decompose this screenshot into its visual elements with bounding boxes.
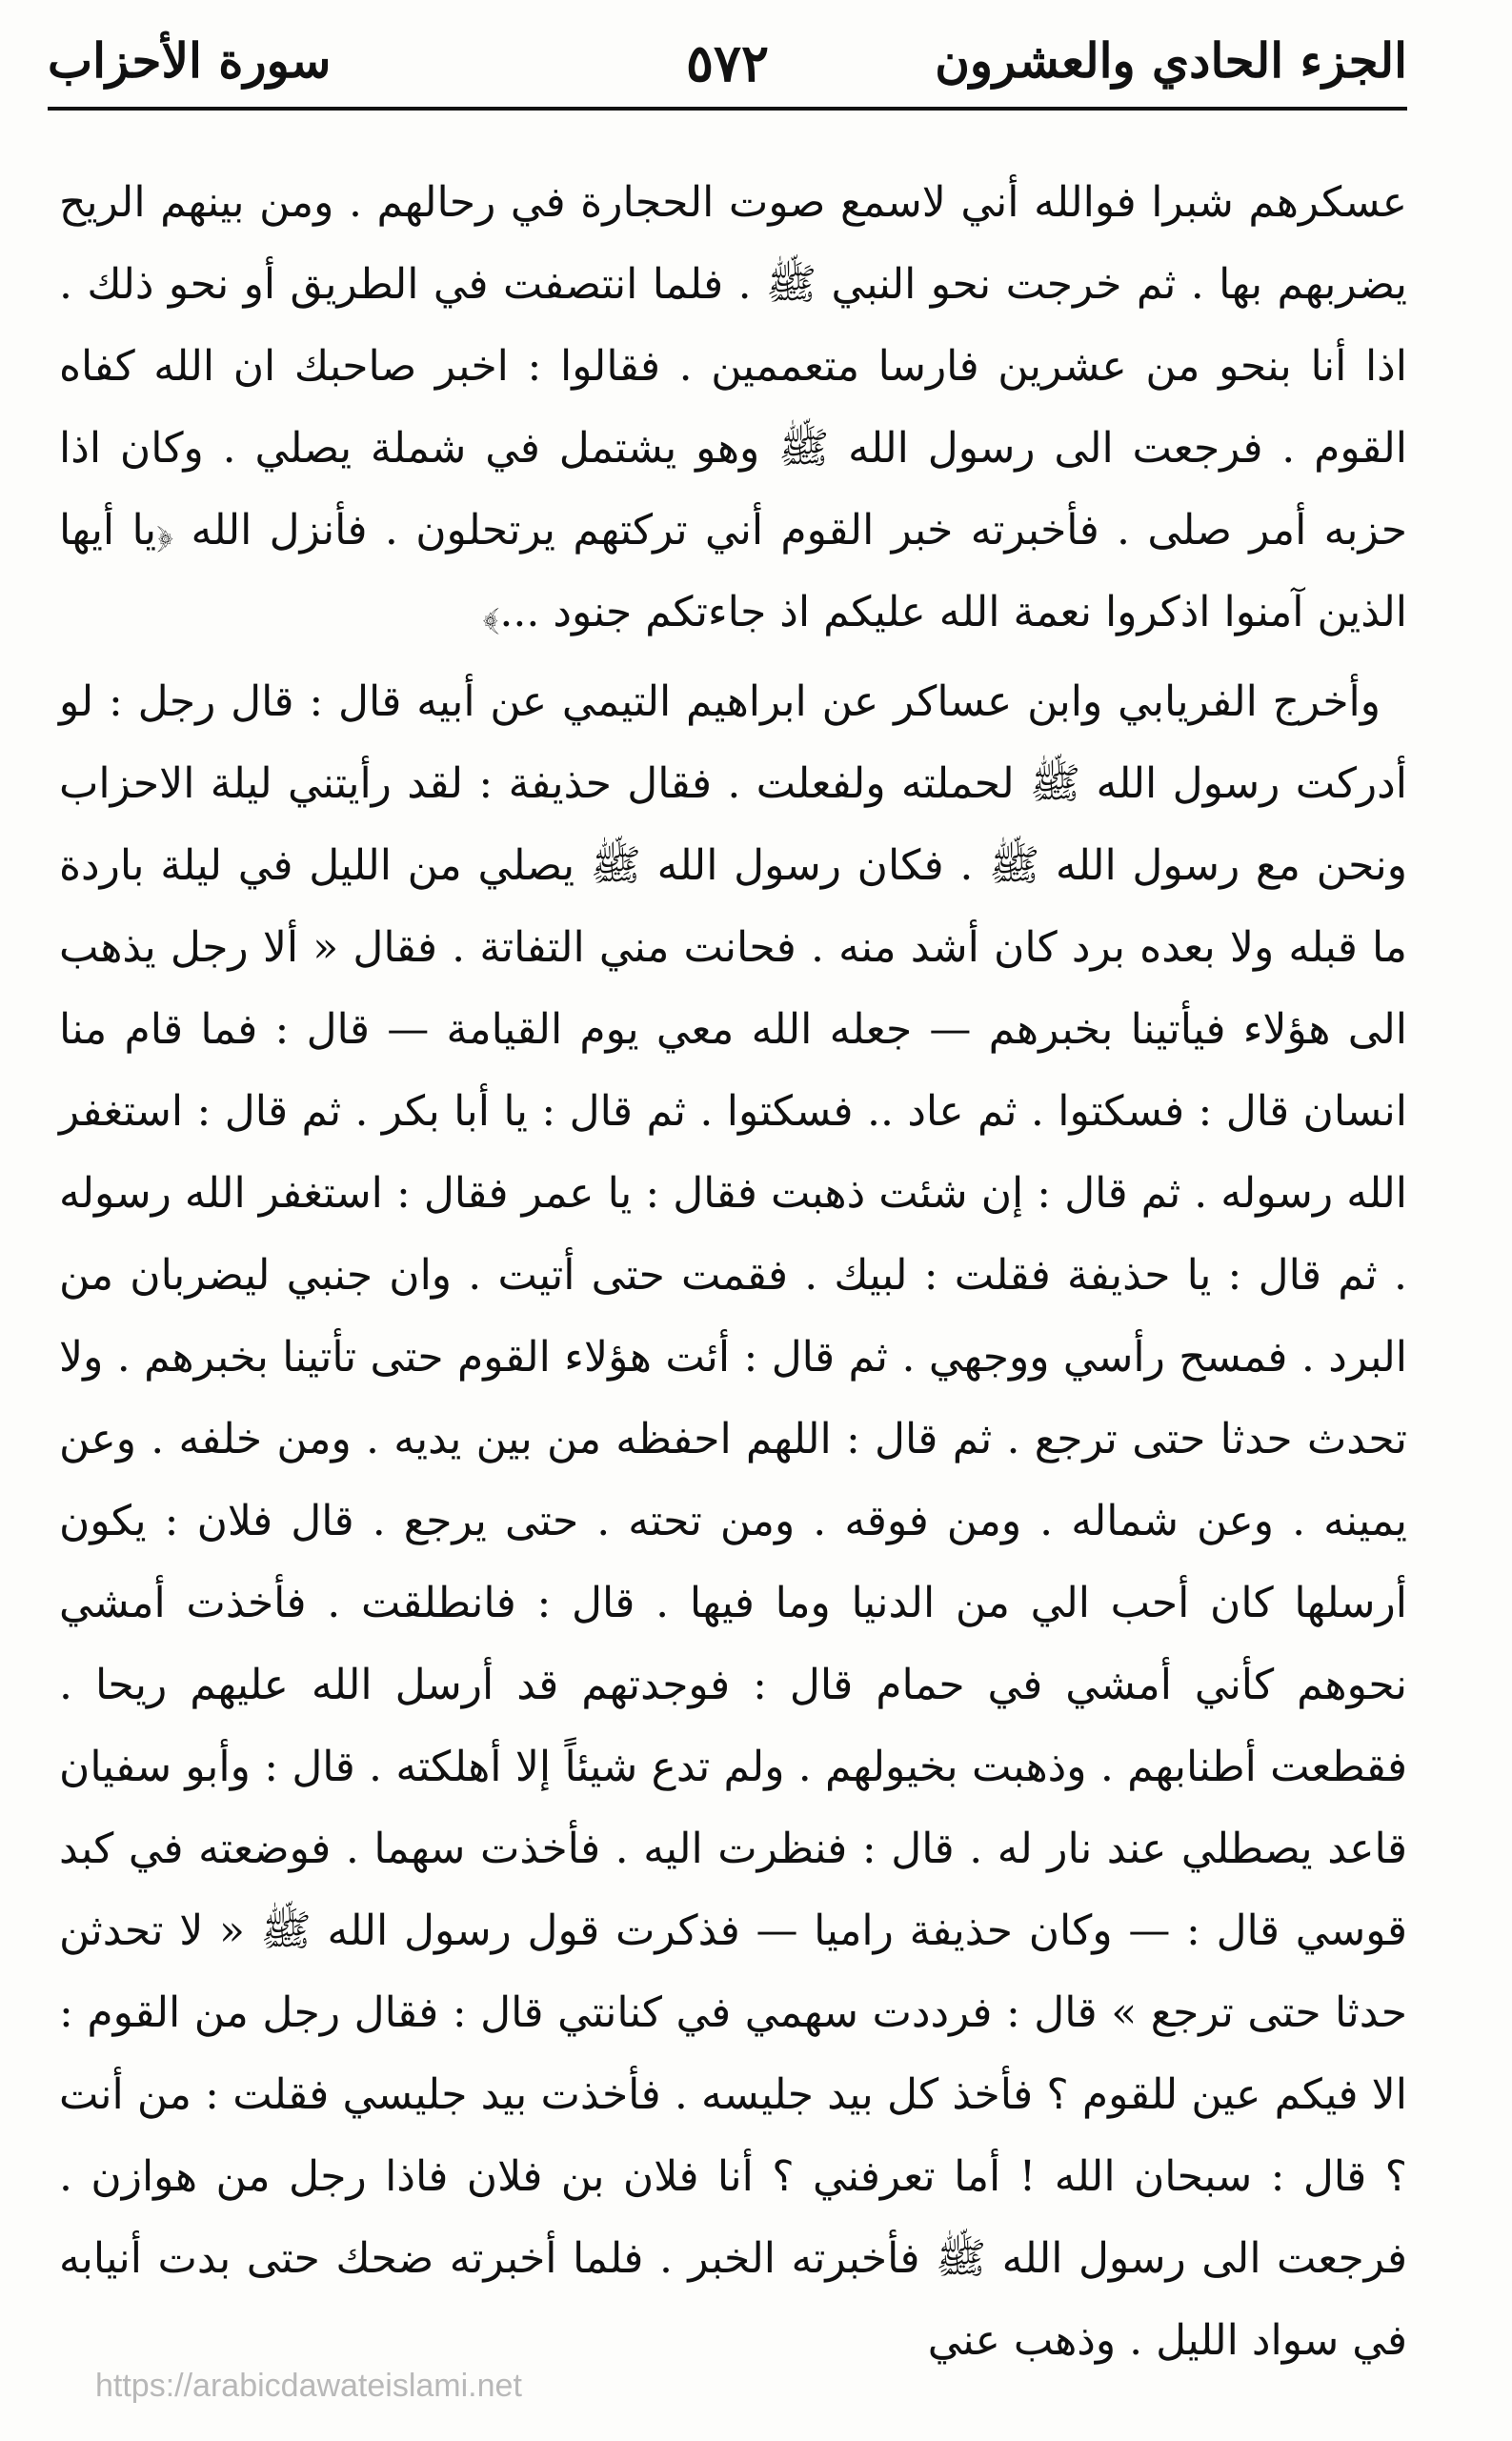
part-title: الجزء الحادي والعشرون xyxy=(935,32,1407,89)
page-number: ٥٧٢ xyxy=(685,32,770,93)
page-body xyxy=(59,162,1408,2365)
header-rule xyxy=(48,107,1407,111)
watermark-url: https://arabicdawateislami.net xyxy=(95,2368,522,2404)
paragraph-2: وأخرج الفريابي وابن عساكر عن ابراهيم التيمي عن أبيه قال : قال رجل : لو أدركت رسول الله ﷺ لحملته ولفعلت . فقال حذيفة : لقد رأيتني ليلة الاحزاب ونحن مع رسول الله ﷺ . فكان رسول الله ﷺ يصلي من الليل في ليلة باردة ما قبله ولا بعده برد كان أشد منه . فحانت مني التفاتة . فقال « ألا رجل يذهب الى هؤلاء فيأتينا بخبرهم — جعله الله معي يوم القيامة — قال : فما قام منا انسان قال : فسكتوا . ثم عاد .. فسكتوا . ثم قال : يا أبا بكر . ثم قال : استغفر الله رسوله . ثم قال : إن شئت ذهبت فقال : يا عمر فقال : استغفر الله رسوله . ثم قال : يا حذيفة فقلت : لبيك . فقمت حتى أتيت . وان جنبي ليضربان من البرد . فمسح رأسي ووجهي . ثم قال : أئت هؤلاء القوم حتى تأتينا بخبرهم . ولا تحدث حدثا حتى ترجع . ثم قال : اللهم احفظه من بين يديه . ومن خلفه . وعن يمينه . وعن شماله . ومن فوقه . ومن تحته . حتى يرجع . قال فلان : يكون أرسلها كان أحب الي من الدنيا وما فيها . قال : فانطلقت . فأخذت أمشي نحوهم كأني أمشي في حمام قال : فوجدتهم قد أرسل الله عليهم ريحا . فقطعت أطنابهم . وذهبت بخيولهم . ولم تدع شيئاً إلا أهلكته . قال : وأبو سفيان قاعد يصطلي عند نار له . قال : فنظرت اليه . فأخذت سهما . فوضعته في كبد قوسي قال : — وكان حذيفة راميا — فذكرت قول رسول الله ﷺ « لا تحدثن حدثا حتى ترجع » قال : فرددت سهمي في كنانتي قال : فقال رجل من القوم : الا فيكم عين للقوم ؟ فأخذ كل بيد جليسه . فأخذت بيد جليسي فقلت : من أنت ؟ قال : سبحان الله ! أما تعرفني ؟ أنا فلان بن فلان فاذا رجل من هوازن . فرجعت الى رسول الله ﷺ فأخبرته الخبر . فلما أخبرته ضحك حتى بدت أنيابه في سواد الليل . وذهب عني xyxy=(59,677,1408,2365)
running-header xyxy=(48,27,1407,103)
surah-title: سورة الأحزاب xyxy=(48,32,332,89)
paragraph-1: عسكرهم شبرا فوالله أني لاسمع صوت الحجارة في رحالهم . ومن بينهم الريح يضربهم بها . ثم خرجت نحو النبي ﷺ . فلما انتصفت في الطريق أو نحو ذلك . اذا أنا بنحو من عشرين فارسا متعممين . فقالوا : اخبر صاحبك ان الله كفاه القوم . فرجعت الى رسول الله ﷺ وهو يشتمل في شملة يصلي . وكان اذا حزبه أمر صلى . فأخبرته خبر القوم أني تركتهم يرتحلون . فأنزل الله ﴿يا أيها الذين آمنوا اذكروا نعمة الله عليكم اذ جاءتكم جنود ...﴾ xyxy=(59,178,1407,636)
